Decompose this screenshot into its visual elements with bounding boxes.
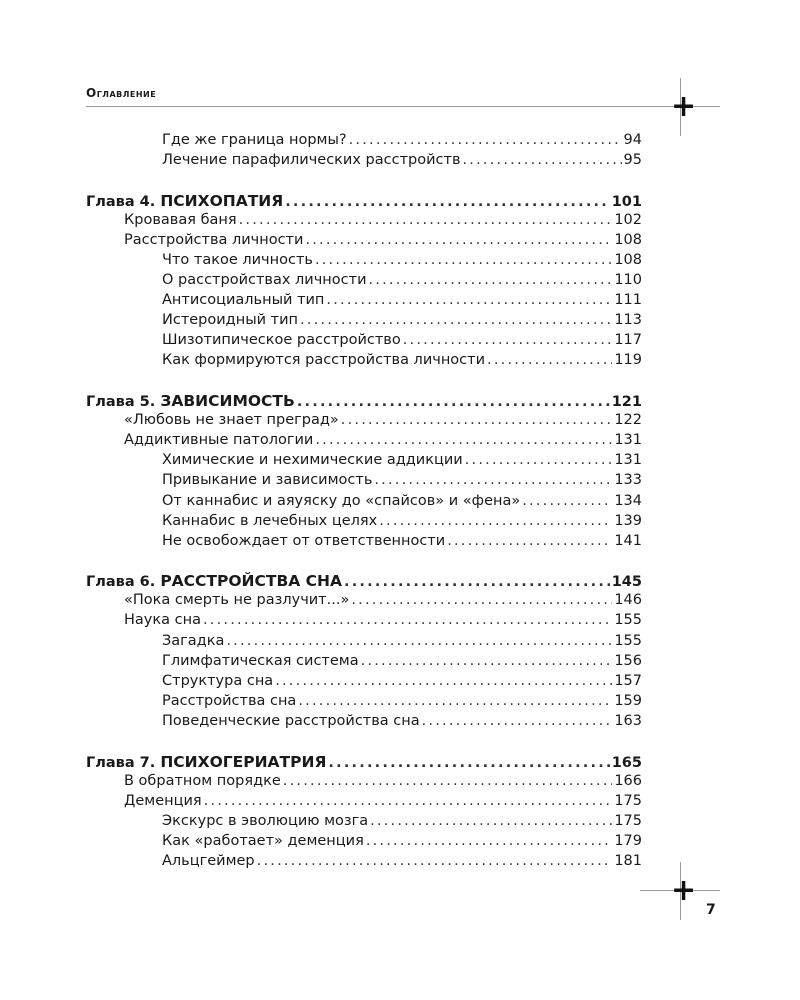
toc-page-number: 122 bbox=[614, 412, 642, 429]
dot-leader bbox=[403, 332, 613, 348]
toc-entry-title: Наука сна bbox=[124, 612, 201, 629]
toc-subsection-entry bbox=[86, 833, 642, 853]
toc-section-entry bbox=[86, 232, 642, 252]
toc-entry-title: Поведенческие расстройства сна bbox=[162, 712, 420, 729]
toc-subsection-entry bbox=[86, 332, 642, 352]
running-header-title: Оглавление bbox=[86, 86, 157, 100]
header-rule bbox=[86, 106, 718, 107]
toc-entry-title: Не освобождает от ответственности bbox=[162, 532, 446, 549]
toc-subsection-entry bbox=[86, 352, 642, 372]
toc-subsection-entry bbox=[86, 853, 642, 873]
toc-entry-title: Лечение парафилических расстройств bbox=[162, 152, 461, 169]
dot-leader bbox=[257, 853, 613, 869]
toc-subsection-entry bbox=[86, 513, 642, 533]
chapter-title: РАССТРОЙСТВА СНА bbox=[160, 572, 342, 591]
toc-subsection-entry bbox=[86, 252, 642, 272]
toc-page-number: 108 bbox=[614, 231, 642, 248]
dot-leader bbox=[522, 493, 612, 509]
toc-subsection-entry bbox=[86, 132, 642, 152]
dot-leader bbox=[285, 194, 610, 210]
toc-page-number: 145 bbox=[611, 574, 642, 591]
toc-page-number: 131 bbox=[614, 452, 642, 469]
toc-entry-title: Расстройства сна bbox=[162, 692, 297, 709]
toc-chapter-entry bbox=[86, 753, 642, 773]
toc-section-entry bbox=[86, 592, 642, 612]
toc-page-number: 117 bbox=[614, 332, 642, 349]
toc-page-number: 134 bbox=[614, 492, 642, 509]
toc-subsection-entry bbox=[86, 693, 642, 713]
toc-page-number: 94 bbox=[623, 132, 642, 148]
dot-leader bbox=[239, 212, 613, 228]
toc-page-number: 101 bbox=[611, 193, 642, 210]
toc-entry-title: Структура сна bbox=[162, 672, 274, 689]
toc-chapter-entry bbox=[86, 572, 642, 592]
dot-leader bbox=[487, 352, 612, 368]
toc-entry-title: Где же граница нормы? bbox=[162, 132, 347, 148]
chapter-title: ЗАВИСИМОСТЬ bbox=[160, 392, 295, 411]
toc-subsection-entry bbox=[86, 152, 642, 172]
dot-leader bbox=[351, 592, 612, 608]
chapter-number: Глава 5. bbox=[86, 394, 161, 411]
dot-leader bbox=[465, 452, 613, 468]
toc-page-number: 163 bbox=[614, 712, 642, 729]
toc-page-number: 159 bbox=[614, 692, 642, 709]
toc-subsection-entry bbox=[86, 653, 642, 673]
toc-entry-title: Шизотипическое расстройство bbox=[162, 332, 401, 349]
toc-subsection-entry bbox=[86, 493, 642, 513]
toc-subsection-entry bbox=[86, 673, 642, 693]
dot-leader bbox=[344, 574, 610, 590]
toc-chapter-entry bbox=[86, 192, 642, 212]
registration-plus-icon: + bbox=[671, 873, 697, 908]
dot-leader bbox=[379, 513, 612, 529]
registration-plus-icon: + bbox=[671, 89, 697, 124]
toc-entry-title: Расстройства личности bbox=[124, 231, 304, 248]
dot-leader bbox=[300, 312, 612, 328]
toc-entry-title: Как «работает» деменция bbox=[162, 832, 364, 849]
toc-entry-title: Каннабис в лечебных целях bbox=[162, 512, 378, 529]
toc-page-number: 108 bbox=[614, 251, 642, 268]
chapter-number: Глава 6. bbox=[86, 574, 161, 591]
toc-entry-title bbox=[86, 392, 295, 410]
dot-leader bbox=[369, 272, 613, 288]
toc-subsection-entry bbox=[86, 472, 642, 492]
toc-subsection-entry bbox=[86, 633, 642, 653]
toc-entry-title: Аддиктивные патологии bbox=[124, 432, 314, 449]
toc-section-entry bbox=[86, 412, 642, 432]
toc-section-entry bbox=[86, 212, 642, 232]
toc-entry-title bbox=[86, 572, 342, 590]
dot-leader bbox=[275, 673, 612, 689]
toc-entry-title: Альцгеймер bbox=[162, 853, 255, 869]
toc-page-number: 131 bbox=[614, 432, 642, 449]
toc-page-number: 166 bbox=[614, 772, 642, 789]
toc-entry-title: Как формируются расстройства личности bbox=[162, 352, 486, 369]
toc-entry-title: Деменция bbox=[124, 792, 202, 809]
toc-page-number: 119 bbox=[614, 352, 642, 369]
dot-leader bbox=[204, 793, 613, 809]
chapter-number: Глава 4. bbox=[86, 193, 161, 210]
toc-section-entry bbox=[86, 612, 642, 632]
dot-leader bbox=[370, 813, 612, 829]
toc-subsection-entry bbox=[86, 292, 642, 312]
table-of-contents bbox=[86, 132, 642, 873]
dot-leader bbox=[305, 232, 612, 248]
toc-entry-title: О расстройствах личности bbox=[162, 272, 367, 289]
toc-entry-title: Истероидный тип bbox=[162, 312, 299, 329]
toc-subsection-entry bbox=[86, 272, 642, 292]
toc-page-number: 121 bbox=[611, 394, 642, 411]
toc-page-number: 155 bbox=[614, 612, 642, 629]
dot-leader bbox=[366, 833, 613, 849]
toc-page-number: 141 bbox=[614, 532, 642, 549]
chapter-number: Глава 7. bbox=[86, 754, 161, 771]
toc-entry-title: Глимфатическая система bbox=[162, 652, 359, 669]
dot-leader bbox=[422, 713, 613, 729]
toc-page-number: 139 bbox=[614, 512, 642, 529]
toc-entry-title: Что такое личность bbox=[162, 251, 313, 268]
toc-subsection-entry bbox=[86, 813, 642, 833]
toc-page-number: 113 bbox=[614, 312, 642, 329]
dot-leader bbox=[328, 755, 609, 771]
toc-section-entry bbox=[86, 773, 642, 793]
toc-page-number: 133 bbox=[614, 472, 642, 489]
toc-page-number: 155 bbox=[614, 632, 642, 649]
toc-page-number: 157 bbox=[614, 672, 642, 689]
dot-leader bbox=[326, 292, 612, 308]
toc-entry-title: От каннабис и аяуяску до «спайсов» и «фена» bbox=[162, 492, 521, 509]
page-number: 7 bbox=[706, 902, 716, 918]
toc-entry-title: Химические и нехимические аддикции bbox=[162, 452, 463, 469]
toc-chapter-entry bbox=[86, 392, 642, 412]
toc-entry-title: «Пока смерть не разлучит...» bbox=[124, 592, 350, 609]
toc-entry-title: Загадка bbox=[162, 632, 225, 649]
toc-page-number: 156 bbox=[614, 652, 642, 669]
toc-entry-title: Кровавая баня bbox=[124, 211, 237, 228]
toc-page-number: 146 bbox=[614, 592, 642, 609]
dot-leader bbox=[463, 152, 622, 168]
toc-subsection-entry bbox=[86, 452, 642, 472]
toc-entry-title: Привыкание и зависимость bbox=[162, 472, 373, 489]
dot-leader bbox=[315, 432, 612, 448]
toc-page-number: 165 bbox=[611, 754, 642, 771]
toc-page-number: 175 bbox=[614, 812, 642, 829]
toc-page-number: 102 bbox=[614, 211, 642, 228]
chapter-title: ПСИХОПАТИЯ bbox=[160, 191, 284, 210]
dot-leader bbox=[349, 132, 622, 148]
dot-leader bbox=[203, 612, 612, 628]
toc-page-number: 175 bbox=[614, 792, 642, 809]
dot-leader bbox=[374, 472, 612, 488]
toc-page-number: 110 bbox=[614, 272, 642, 289]
toc-section-entry bbox=[86, 793, 642, 813]
dot-leader bbox=[298, 693, 612, 709]
toc-page-number: 111 bbox=[614, 292, 642, 309]
toc-entry-title bbox=[86, 192, 283, 210]
toc-page-number: 179 bbox=[614, 832, 642, 849]
toc-subsection-entry bbox=[86, 713, 642, 733]
dot-leader bbox=[283, 773, 613, 789]
toc-entry-title bbox=[86, 753, 326, 771]
toc-page-number: 181 bbox=[614, 853, 642, 869]
toc-page-number: 95 bbox=[623, 152, 642, 169]
dot-leader bbox=[361, 653, 613, 669]
dot-leader bbox=[447, 533, 612, 549]
toc-entry-title: Антисоциальный тип bbox=[162, 292, 325, 309]
toc-entry-title: В обратном порядке bbox=[124, 772, 281, 789]
toc-subsection-entry bbox=[86, 533, 642, 553]
dot-leader bbox=[226, 633, 612, 649]
toc-subsection-entry bbox=[86, 312, 642, 332]
toc-entry-title: «Любовь не знает преград» bbox=[124, 412, 339, 429]
chapter-title: ПСИХОГЕРИАТРИЯ bbox=[160, 752, 327, 771]
toc-section-entry bbox=[86, 432, 642, 452]
dot-leader bbox=[341, 412, 613, 428]
dot-leader bbox=[297, 394, 610, 410]
dot-leader bbox=[315, 252, 612, 268]
toc-entry-title: Экскурс в эволюцию мозга bbox=[162, 812, 369, 829]
